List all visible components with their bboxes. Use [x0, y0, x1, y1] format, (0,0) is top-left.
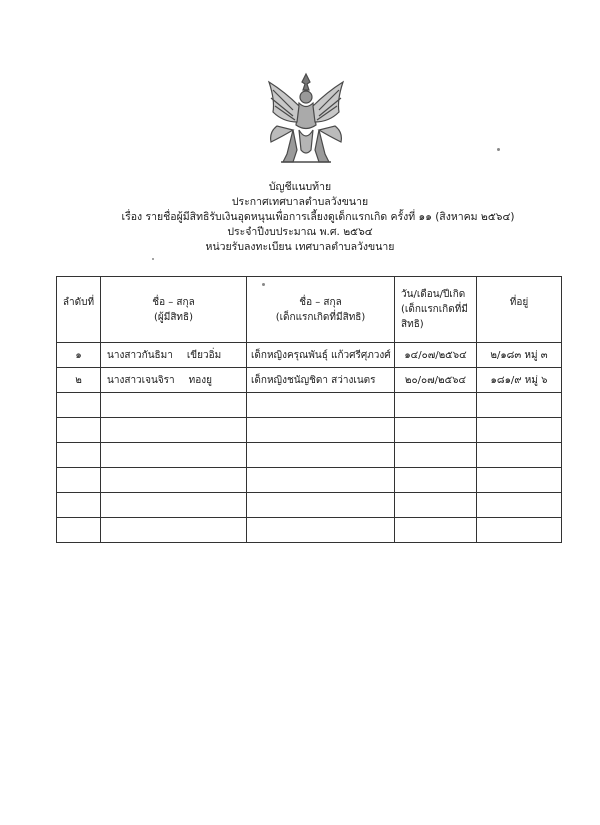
empty-cell [57, 468, 101, 493]
address: ๑๘๑/๙ หมู่ ๖ [477, 368, 562, 393]
empty-cell [395, 418, 477, 443]
scan-speck [497, 148, 500, 151]
empty-table-row [57, 443, 562, 468]
empty-cell [247, 443, 395, 468]
empty-cell [395, 443, 477, 468]
registration-unit-line: หน่วยรับลงทะเบียน เทศบาลตำบลวังขนาย [205, 241, 395, 253]
empty-cell [395, 393, 477, 418]
empty-cell [247, 468, 395, 493]
subject-line: เรื่อง รายชื่อผู้มีสิทธิรับเงินอุดหนุนเพื่อการเลี้ยงดูเด็กแรกเกิด ครั้งที่ ๑๑ (สิงหาคม ๒๕๖๔) [121, 211, 515, 223]
empty-cell [101, 393, 247, 418]
empty-cell [101, 443, 247, 468]
child-name: เด็กหญิงครุณพันธุ์ แก้วศรีศุภวงศ์ [247, 343, 395, 368]
document-title: บัญชีแนบท้าย [268, 181, 332, 193]
scan-speck [152, 258, 154, 260]
document-header [0, 180, 600, 255]
date-of-birth: ๑๔/๐๗/๒๕๖๔ [395, 343, 477, 368]
recipient-name: นางสาวกันธิมา เขียวอิ่ม [101, 343, 247, 368]
empty-cell [477, 443, 562, 468]
fiscal-year-line: ประจำปีงบประมาณ พ.ศ. ๒๕๖๔ [227, 226, 373, 238]
empty-cell [477, 493, 562, 518]
empty-cell [477, 418, 562, 443]
address: ๒/๑๘๓ หมู่ ๓ [477, 343, 562, 368]
announcement-title: ประกาศเทศบาลตำบลวังขนาย [231, 196, 369, 208]
empty-cell [395, 493, 477, 518]
empty-table-row [57, 393, 562, 418]
empty-cell [101, 493, 247, 518]
empty-cell [247, 493, 395, 518]
header-date-of-birth: วัน/เดือน/ปีเกิด (เด็กแรกเกิดที่มี สิทธิ) [395, 277, 477, 343]
empty-cell [101, 418, 247, 443]
table-row [57, 343, 562, 368]
empty-cell [57, 493, 101, 518]
empty-cell [395, 518, 477, 543]
empty-table-row [57, 518, 562, 543]
empty-table-row [57, 468, 562, 493]
empty-cell [477, 393, 562, 418]
garuda-emblem-icon [263, 70, 349, 168]
recipient-name: นางสาวเจนจิรา ทองยู [101, 368, 247, 393]
recipients-table [56, 276, 562, 543]
empty-cell [101, 518, 247, 543]
child-name: เด็กหญิงชนัญชิดา สว่างเนตร [247, 368, 395, 393]
table-row [57, 368, 562, 393]
header-no: ลำดับที่ [57, 277, 101, 343]
empty-table-row [57, 493, 562, 518]
header-address: ที่อยู่ [477, 277, 562, 343]
header-recipient-name: ชื่อ – สกุล (ผู้มีสิทธิ) [101, 277, 247, 343]
empty-cell [247, 518, 395, 543]
empty-cell [477, 468, 562, 493]
empty-cell [101, 468, 247, 493]
empty-cell [57, 418, 101, 443]
row-number: ๒ [57, 368, 101, 393]
row-number: ๑ [57, 343, 101, 368]
date-of-birth: ๒๐/๐๗/๒๕๖๔ [395, 368, 477, 393]
header-child-name: ชื่อ – สกุล (เด็กแรกเกิดที่มีสิทธิ) [247, 277, 395, 343]
empty-cell [57, 518, 101, 543]
empty-cell [477, 518, 562, 543]
table-header-row [57, 277, 562, 343]
empty-cell [247, 418, 395, 443]
empty-cell [57, 443, 101, 468]
empty-table-row [57, 418, 562, 443]
empty-cell [395, 468, 477, 493]
empty-cell [247, 393, 395, 418]
empty-cell [57, 393, 101, 418]
scan-speck [262, 283, 265, 286]
